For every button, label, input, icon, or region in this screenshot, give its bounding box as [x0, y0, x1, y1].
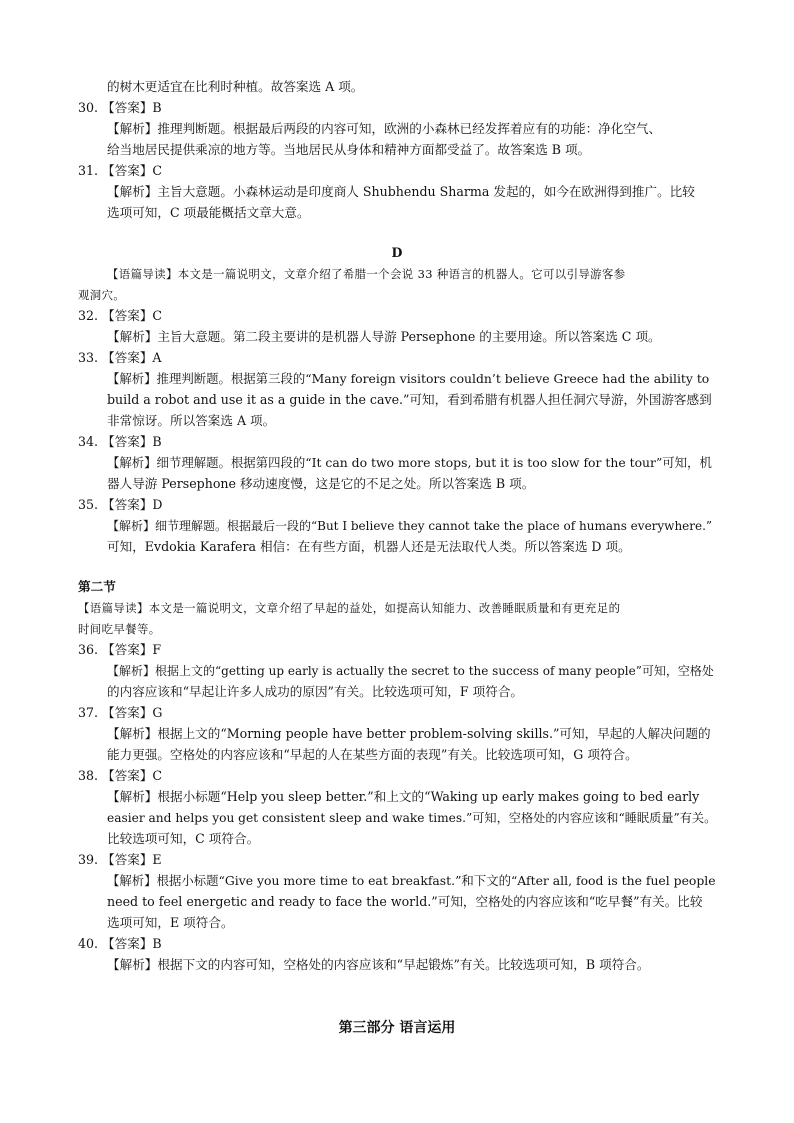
- answer-31: 31. 【答案】C: [78, 163, 163, 178]
- analysis-33-line1: 【解析】推理判断题。根据第三段的“Many foreign visitors couldn’t believe Greece had the ability to: [107, 371, 710, 386]
- analysis-30-line2: 给当地居民提供乘凉的地方等。当地居民从身体和精神方面都受益了。故答案选 B 项。: [107, 142, 591, 157]
- part-3-heading: 第三部分 语言运用: [338, 1020, 456, 1036]
- analysis-34-line2: 器人导游 Persephone 移动速度慢，这是它的不足之处。所以答案选 B 项。: [107, 476, 535, 491]
- analysis-38-line2: easier and helps you get consistent sleep and wake times.”可知，空格处的内容应该和“睡眠质量”有关。: [107, 811, 717, 825]
- analysis-33-line2: build a robot and use it as a guide in the cave.”可知，看到希腊有机器人担任洞穴导游，外国游客感到: [107, 392, 712, 407]
- answer-37: 37. 【答案】G: [78, 705, 163, 720]
- section-2-heading: 第二节: [78, 579, 116, 594]
- answer-30: 30. 【答案】B: [78, 100, 162, 115]
- section-d-heading: D: [391, 245, 403, 260]
- answer-39: 39. 【答案】E: [78, 852, 162, 867]
- reading-guide-d-line1: 【语篇导读】本文是一篇说明文，文章介绍了希腊一个会说 33 种语言的机器人。它可以引导游客参: [107, 267, 626, 281]
- answer-38: 38. 【答案】C: [78, 768, 163, 783]
- analysis-35-line1: 【解析】细节理解题。根据最后一段的“But I believe they cannot take the place of humans everywhere.”: [107, 519, 713, 533]
- text-line: 的树木更适宜在比利时种植。故答案选 A 项。: [107, 79, 364, 94]
- analysis-30-line1: 【解析】推理判断题。根据最后两段的内容可知，欧洲的小森林已经发挥着应有的功能：净化空气、: [107, 121, 662, 136]
- analysis-39-line1: 【解析】根据小标题“Give you more time to eat breakfast.”和下文的“After all, food is the fuel people: [107, 873, 716, 888]
- answer-40: 40. 【答案】B: [78, 936, 162, 951]
- analysis-33-line3: 非常惊讶。所以答案选 A 项。: [107, 413, 276, 428]
- analysis-31-line1: 【解析】主旨大意题。小森林运动是印度商人 Shubhendu Sharma 发起的，如今在欧洲得到推广。比较: [107, 184, 695, 199]
- analysis-38-line1: 【解析】根据小标题“Help you sleep better.”和上文的“Waking up early makes going to bed early: [107, 789, 700, 804]
- analysis-35-line2: 可知，Evdokia Karafera 相信：在有些方面，机器人还是无法取代人类。所以答案选 D 项。: [107, 539, 631, 554]
- analysis-37-line2: 能力更强。空格处的内容应该和“早起的人在某些方面的表现”有关。比较选项可知，G 项符合。: [107, 747, 638, 762]
- analysis-36-line1: 【解析】根据上文的“getting up early is actually the secret to the success of many people”可知，空格处: [107, 664, 714, 678]
- reading-guide-2-line1: 【语篇导读】本文是一篇说明文，文章介绍了早起的益处，如提高认知能力、改善睡眠质量和有更充足的: [78, 601, 621, 615]
- answer-32: 32. 【答案】C: [78, 308, 163, 323]
- answer-34: 34. 【答案】B: [78, 434, 162, 449]
- answer-33: 33. 【答案】A: [78, 350, 162, 365]
- analysis-40: 【解析】根据下文的内容可知，空格处的内容应该和“早起锻炼”有关。比较选项可知，B 项符合。: [107, 957, 650, 972]
- analysis-38-line3: 比较选项可知，C 项符合。: [107, 831, 260, 846]
- reading-guide-d-line2: 观洞穴。: [78, 288, 126, 302]
- analysis-39-line2: need to feel energetic and ready to face the world.”可知，空格处的内容应该和“吃早餐”有关。比较: [107, 894, 703, 909]
- analysis-39-line3: 选项可知，E 项符合。: [107, 915, 234, 930]
- answer-35: 35. 【答案】D: [78, 497, 163, 512]
- reading-guide-2-line2: 时间吃早餐等。: [78, 622, 161, 636]
- analysis-31-line2: 选项可知，C 项最能概括文章大意。: [107, 205, 310, 220]
- analysis-36-line2: 的内容应该和“早起让许多人成功的原因”有关。比较选项可知，F 项符合。: [107, 684, 524, 699]
- analysis-32: 【解析】主旨大意题。第二段主要讲的是机器人导游 Persephone 的主要用途。所以答案选 C 项。: [107, 329, 661, 344]
- answer-36: 36. 【答案】F: [78, 642, 162, 657]
- analysis-37-line1: 【解析】根据上文的“Morning people have better problem-solving skills.”可知，早起的人解决问题的: [107, 726, 711, 741]
- analysis-34-line1: 【解析】细节理解题。根据第四段的“It can do two more stops, but it is too slow for the tour”可知，机: [107, 455, 712, 470]
